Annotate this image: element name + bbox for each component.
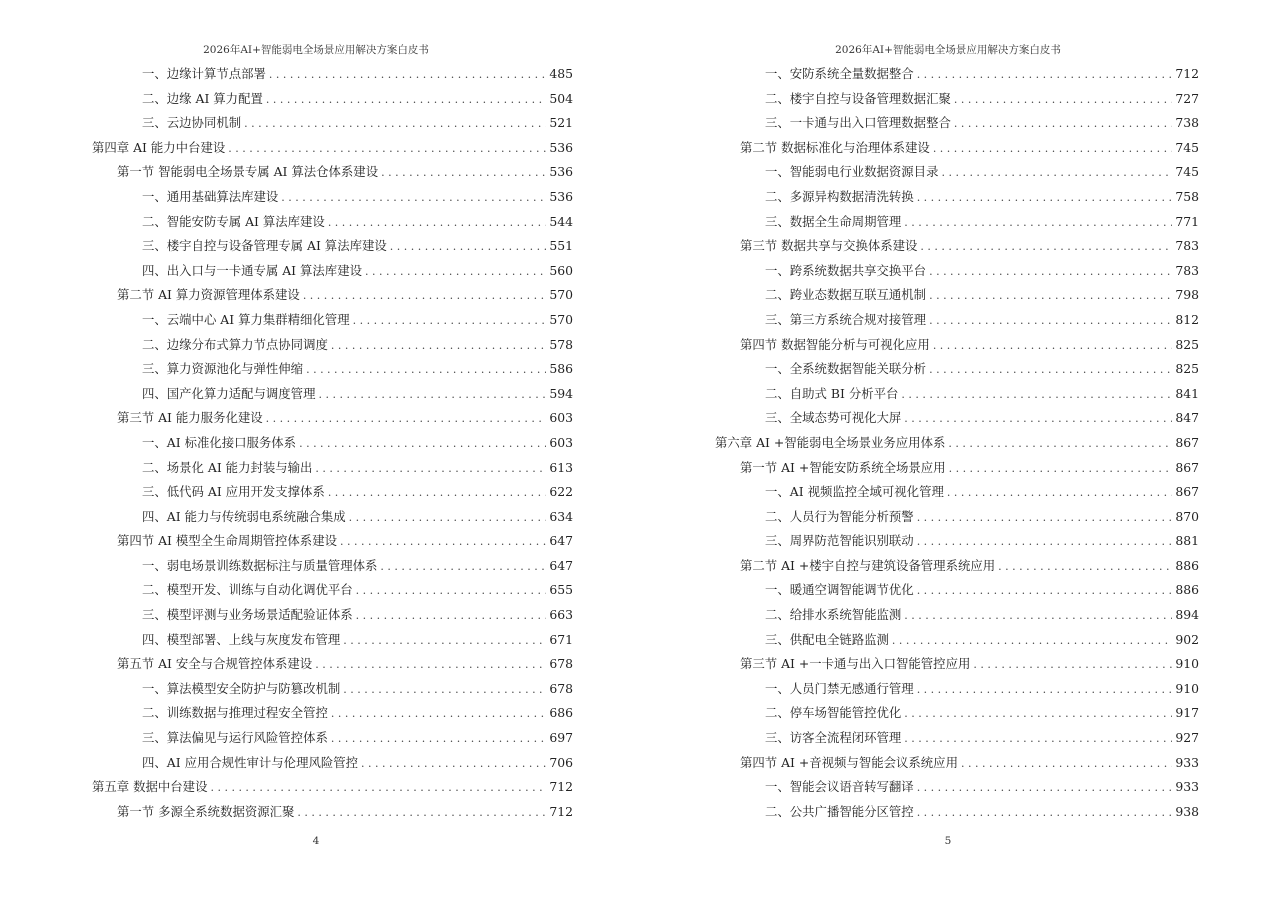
toc-subsection-entry[interactable] xyxy=(92,210,573,235)
toc-entry-title: 一、暖通空调智能调节优化 xyxy=(765,582,914,598)
toc-dot-leader xyxy=(904,727,1172,752)
toc-entry-title: 第一节 多源全系统数据资源汇聚 xyxy=(117,803,295,819)
toc-entry-page-number: 647 xyxy=(549,557,573,573)
toc-subsection-entry[interactable] xyxy=(92,628,573,653)
left-page xyxy=(0,0,632,898)
toc-entry-page-number: 881 xyxy=(1175,533,1199,549)
toc-dot-leader xyxy=(948,432,1172,457)
toc-dot-leader xyxy=(917,530,1172,555)
toc-section-entry[interactable] xyxy=(715,234,1199,259)
toc-entry-title: 第四节 AI 模型全生命周期管控体系建设 xyxy=(117,533,337,549)
toc-subsection-entry[interactable] xyxy=(92,234,573,259)
toc-entry-page-number: 825 xyxy=(1175,361,1199,377)
toc-dot-leader xyxy=(892,629,1172,654)
toc-entry-title: 一、弱电场景训练数据标注与质量管理体系 xyxy=(142,557,378,573)
toc-entry-title: 一、边缘计算节点部署 xyxy=(142,66,266,81)
toc-entry-page-number: 586 xyxy=(549,361,573,377)
toc-entry-page-number: 485 xyxy=(549,66,573,81)
toc-list xyxy=(715,62,1199,824)
toc-subsection-entry[interactable] xyxy=(715,111,1199,136)
toc-subsection-entry[interactable] xyxy=(715,259,1199,284)
toc-dot-leader xyxy=(244,112,546,137)
toc-entry-page-number: 671 xyxy=(549,631,573,647)
toc-dot-leader xyxy=(941,161,1172,186)
toc-dot-leader xyxy=(340,530,546,555)
toc-entry-title: 三、周界防范智能识别联动 xyxy=(765,533,914,549)
toc-dot-leader xyxy=(917,63,1172,88)
toc-entry-page-number: 663 xyxy=(549,607,573,623)
toc-entry-title: 一、通用基础算法库建设 xyxy=(142,188,279,204)
toc-subsection-entry[interactable] xyxy=(92,357,573,382)
toc-dot-leader xyxy=(917,506,1172,531)
toc-dot-leader xyxy=(266,407,546,432)
toc-dot-leader xyxy=(297,801,546,826)
toc-subsection-entry[interactable] xyxy=(715,800,1199,825)
toc-dot-leader xyxy=(917,678,1172,703)
toc-entry-page-number: 551 xyxy=(549,238,573,254)
toc-entry-page-number: 678 xyxy=(549,656,573,672)
toc-dot-leader xyxy=(381,161,546,186)
toc-subsection-entry[interactable] xyxy=(92,185,573,210)
toc-dot-leader xyxy=(933,334,1172,359)
toc-dot-leader xyxy=(390,235,546,260)
toc-dot-leader xyxy=(917,776,1172,801)
toc-dot-leader xyxy=(349,506,546,531)
toc-entry-title: 一、智能弱电行业数据资源目录 xyxy=(765,164,939,180)
toc-entry-page-number: 812 xyxy=(1175,311,1199,327)
toc-entry-title: 四、国产化算力适配与调度管理 xyxy=(142,385,316,401)
toc-dot-leader xyxy=(933,137,1172,162)
toc-dot-leader xyxy=(917,579,1172,604)
toc-dot-leader xyxy=(904,211,1172,236)
toc-section-entry[interactable] xyxy=(715,136,1199,161)
toc-section-entry[interactable] xyxy=(92,283,573,308)
toc-dot-leader xyxy=(299,432,546,457)
toc-entry-title: 第四节 AI +音视频与智能会议系统应用 xyxy=(740,754,958,770)
toc-entry-page-number: 603 xyxy=(549,434,573,450)
toc-entry-page-number: 933 xyxy=(1175,779,1199,795)
toc-subsection-entry[interactable] xyxy=(92,111,573,136)
toc-subsection-entry[interactable] xyxy=(715,283,1199,308)
toc-dot-leader xyxy=(331,702,546,727)
toc-entry-page-number: 771 xyxy=(1175,213,1199,229)
toc-subsection-entry[interactable] xyxy=(715,775,1199,800)
toc-entry-title: 四、AI 能力与传统弱电系统融合集成 xyxy=(142,508,346,524)
toc-entry-page-number: 783 xyxy=(1175,238,1199,254)
toc-entry-page-number: 603 xyxy=(549,410,573,426)
toc-entry-page-number: 536 xyxy=(549,139,573,155)
toc-entry-title: 一、算法模型安全防护与防篡改机制 xyxy=(142,680,341,696)
toc-entry-title: 二、智能安防专属 AI 算法库建设 xyxy=(142,213,325,229)
toc-subsection-entry[interactable] xyxy=(92,456,573,481)
toc-entry-page-number: 634 xyxy=(549,508,573,524)
toc-dot-leader xyxy=(929,358,1172,383)
toc-entry-page-number: 594 xyxy=(549,385,573,401)
toc-entry-title: 三、全域态势可视化大屏 xyxy=(765,410,902,426)
toc-entry-page-number: 867 xyxy=(1175,434,1199,450)
toc-entry-page-number: 697 xyxy=(549,730,573,746)
toc-entry-page-number: 758 xyxy=(1175,188,1199,204)
toc-subsection-entry[interactable] xyxy=(92,87,573,112)
toc-dot-leader xyxy=(961,752,1172,777)
toc-entry-title: 二、场景化 AI 能力封装与输出 xyxy=(142,459,313,475)
toc-subsection-entry[interactable] xyxy=(715,677,1199,702)
toc-entry-page-number: 917 xyxy=(1175,705,1199,721)
toc-entry-title: 二、多源异构数据清洗转换 xyxy=(765,188,914,204)
toc-entry-title: 一、云端中心 AI 算力集群精细化管理 xyxy=(142,311,350,327)
toc-entry-title: 一、安防系统全量数据整合 xyxy=(765,66,914,81)
toc-entry-page-number: 655 xyxy=(549,582,573,598)
toc-dot-leader xyxy=(315,653,546,678)
toc-dot-leader xyxy=(947,481,1172,506)
toc-subsection-entry[interactable] xyxy=(715,726,1199,751)
toc-dot-leader xyxy=(328,481,546,506)
toc-entry-page-number: 536 xyxy=(549,164,573,180)
toc-entry-title: 一、AI 视频监控全域可视化管理 xyxy=(765,484,944,500)
toc-entry-title: 三、访客全流程闭环管理 xyxy=(765,730,902,746)
toc-entry-page-number: 712 xyxy=(549,779,573,795)
toc-dot-leader xyxy=(303,284,546,309)
toc-entry-page-number: 678 xyxy=(549,680,573,696)
toc-entry-title: 二、边缘分布式算力节点协同调度 xyxy=(142,336,328,352)
toc-entry-title: 一、智能会议语音转写翻译 xyxy=(765,779,914,795)
toc-subsection-entry[interactable] xyxy=(92,751,573,776)
toc-dot-leader xyxy=(343,678,546,703)
toc-section-entry[interactable] xyxy=(715,333,1199,358)
toc-entry-title: 三、一卡通与出入口管理数据整合 xyxy=(765,115,951,131)
toc-entry-page-number: 544 xyxy=(549,213,573,229)
toc-entry-title: 二、公共广播智能分区管控 xyxy=(765,803,914,819)
toc-dot-leader xyxy=(306,358,546,383)
toc-entry-title: 第三节 数据共享与交换体系建设 xyxy=(740,238,918,254)
toc-subsection-entry[interactable] xyxy=(92,701,573,726)
toc-section-entry[interactable] xyxy=(92,406,573,431)
toc-entry-page-number: 927 xyxy=(1175,730,1199,746)
toc-entry-title: 二、训练数据与推理过程安全管控 xyxy=(142,705,328,721)
toc-entry-page-number: 902 xyxy=(1175,631,1199,647)
toc-dot-leader xyxy=(917,186,1172,211)
toc-entry-title: 二、人员行为智能分析预警 xyxy=(765,508,914,524)
toc-subsection-entry[interactable] xyxy=(92,677,573,702)
toc-dot-leader xyxy=(365,260,546,285)
toc-entry-title: 二、给排水系统智能监测 xyxy=(765,607,902,623)
toc-entry-title: 四、AI 应用合规性审计与伦理风险管控 xyxy=(142,754,359,770)
toc-dot-leader xyxy=(901,383,1172,408)
page-header: 2026年AI+智能弱电全场景应用解决方案白皮书 xyxy=(203,44,429,56)
toc-entry-title: 三、供配电全链路监测 xyxy=(765,631,889,647)
toc-dot-leader xyxy=(904,407,1172,432)
toc-entry-title: 二、模型开发、训练与自动化调优平台 xyxy=(142,582,353,598)
toc-dot-leader xyxy=(949,457,1172,482)
toc-entry-title: 二、边缘 AI 算力配置 xyxy=(142,90,263,106)
toc-entry-page-number: 613 xyxy=(549,459,573,475)
toc-subsection-entry[interactable] xyxy=(92,259,573,284)
toc-entry-page-number: 933 xyxy=(1175,754,1199,770)
toc-subsection-entry[interactable] xyxy=(92,578,573,603)
toc-entry-title: 三、楼宇自控与设备管理专属 AI 算法库建设 xyxy=(142,238,387,254)
toc-entry-title: 三、数据全生命周期管理 xyxy=(765,213,902,229)
toc-subsection-entry[interactable] xyxy=(92,554,573,579)
toc-entry-page-number: 738 xyxy=(1175,115,1199,131)
toc-entry-title: 三、云边协同机制 xyxy=(142,115,242,131)
toc-dot-leader xyxy=(269,63,546,88)
toc-entry-page-number: 712 xyxy=(1175,66,1199,81)
toc-dot-leader xyxy=(281,186,546,211)
toc-dot-leader xyxy=(954,88,1172,113)
toc-entry-title: 一、人员门禁无感通行管理 xyxy=(765,680,914,696)
toc-dot-leader xyxy=(954,112,1172,137)
toc-dot-leader xyxy=(929,260,1172,285)
toc-entry-title: 第一节 AI +智能安防系统全场景应用 xyxy=(740,459,946,475)
toc-dot-leader xyxy=(904,702,1172,727)
toc-entry-title: 第四节 数据智能分析与可视化应用 xyxy=(740,336,930,352)
right-page xyxy=(632,0,1264,898)
toc-subsection-entry[interactable] xyxy=(715,505,1199,530)
toc-entry-title: 二、跨业态数据互联互通机制 xyxy=(765,287,927,303)
toc-entry-title: 三、算力资源池化与弹性伸缩 xyxy=(142,361,304,377)
toc-section-entry[interactable] xyxy=(715,456,1199,481)
toc-subsection-entry[interactable] xyxy=(715,406,1199,431)
toc-dot-leader xyxy=(331,727,546,752)
toc-entry-title: 三、算法偏见与运行风险管控体系 xyxy=(142,730,328,746)
toc-entry-title: 第二节 数据标准化与治理体系建设 xyxy=(740,139,930,155)
toc-entry-page-number: 536 xyxy=(549,188,573,204)
toc-entry-title: 第四章 AI 能力中台建设 xyxy=(92,139,226,155)
toc-section-entry[interactable] xyxy=(92,800,573,825)
toc-entry-page-number: 886 xyxy=(1175,557,1199,573)
toc-subsection-entry[interactable] xyxy=(715,210,1199,235)
toc-entry-title: 二、楼宇自控与设备管理数据汇聚 xyxy=(765,90,951,106)
toc-subsection-entry[interactable] xyxy=(715,578,1199,603)
toc-chapter-entry[interactable] xyxy=(92,136,573,161)
toc-dot-leader xyxy=(315,457,546,482)
toc-dot-leader xyxy=(343,629,546,654)
toc-subsection-entry[interactable] xyxy=(715,603,1199,628)
toc-entry-page-number: 622 xyxy=(549,484,573,500)
toc-entry-page-number: 727 xyxy=(1175,90,1199,106)
toc-entry-page-number: 783 xyxy=(1175,262,1199,278)
toc-subsection-entry[interactable] xyxy=(715,62,1199,87)
toc-entry-title: 二、自助式 BI 分析平台 xyxy=(765,385,899,401)
toc-subsection-entry[interactable] xyxy=(715,529,1199,554)
toc-entry-title: 第一节 智能弱电全场景专属 AI 算法仓体系建设 xyxy=(117,164,379,180)
toc-subsection-entry[interactable] xyxy=(715,185,1199,210)
toc-section-entry[interactable] xyxy=(715,751,1199,776)
toc-entry-page-number: 570 xyxy=(549,287,573,303)
toc-subsection-entry[interactable] xyxy=(715,701,1199,726)
toc-entry-page-number: 686 xyxy=(549,705,573,721)
toc-subsection-entry[interactable] xyxy=(92,62,573,87)
toc-subsection-entry[interactable] xyxy=(715,308,1199,333)
toc-dot-leader xyxy=(973,653,1172,678)
toc-entry-page-number: 825 xyxy=(1175,336,1199,352)
toc-dot-leader xyxy=(328,211,546,236)
toc-dot-leader xyxy=(920,235,1172,260)
page-number: 5 xyxy=(944,835,952,847)
toc-entry-page-number: 745 xyxy=(1175,139,1199,155)
toc-entry-page-number: 578 xyxy=(549,336,573,352)
toc-subsection-entry[interactable] xyxy=(715,160,1199,185)
toc-subsection-entry[interactable] xyxy=(92,603,573,628)
toc-subsection-entry[interactable] xyxy=(92,382,573,407)
toc-entry-title: 三、低代码 AI 应用开发支撑体系 xyxy=(142,484,325,500)
toc-subsection-entry[interactable] xyxy=(92,333,573,358)
toc-entry-page-number: 706 xyxy=(549,754,573,770)
toc-entry-title: 第二节 AI +楼宇自控与建筑设备管理系统应用 xyxy=(740,557,996,573)
toc-entry-title: 一、AI 标准化接口服务体系 xyxy=(142,434,297,450)
toc-entry-page-number: 847 xyxy=(1175,410,1199,426)
toc-section-entry[interactable] xyxy=(92,160,573,185)
toc-entry-title: 第五节 AI 安全与合规管控体系建设 xyxy=(117,656,313,672)
page-header: 2026年AI+智能弱电全场景应用解决方案白皮书 xyxy=(835,44,1061,56)
toc-entry-page-number: 910 xyxy=(1175,680,1199,696)
toc-entry-title: 第二节 AI 算力资源管理体系建设 xyxy=(117,287,300,303)
toc-list xyxy=(92,62,573,824)
toc-entry-page-number: 870 xyxy=(1175,508,1199,524)
toc-dot-leader xyxy=(266,88,546,113)
toc-dot-leader xyxy=(356,579,546,604)
toc-entry-title: 第三节 AI +一卡通与出入口智能管控应用 xyxy=(740,656,971,672)
toc-dot-leader xyxy=(929,309,1172,334)
toc-entry-title: 一、跨系统数据共享交换平台 xyxy=(765,262,927,278)
toc-section-entry[interactable] xyxy=(715,652,1199,677)
toc-entry-page-number: 894 xyxy=(1175,607,1199,623)
toc-section-entry[interactable] xyxy=(92,652,573,677)
toc-entry-page-number: 560 xyxy=(549,262,573,278)
toc-entry-page-number: 570 xyxy=(549,311,573,327)
toc-entry-page-number: 910 xyxy=(1175,656,1199,672)
toc-entry-page-number: 867 xyxy=(1175,459,1199,475)
toc-entry-title: 四、模型部署、上线与灰度发布管理 xyxy=(142,631,341,647)
toc-chapter-entry[interactable] xyxy=(715,431,1199,456)
toc-dot-leader xyxy=(228,137,546,162)
toc-section-entry[interactable] xyxy=(715,554,1199,579)
toc-entry-title: 第三节 AI 能力服务化建设 xyxy=(117,410,263,426)
toc-dot-leader xyxy=(904,604,1172,629)
toc-subsection-entry[interactable] xyxy=(715,87,1199,112)
toc-entry-page-number: 504 xyxy=(549,90,573,106)
toc-subsection-entry[interactable] xyxy=(92,726,573,751)
toc-subsection-entry[interactable] xyxy=(92,308,573,333)
toc-dot-leader xyxy=(331,334,546,359)
toc-entry-page-number: 886 xyxy=(1175,582,1199,598)
toc-dot-leader xyxy=(929,284,1172,309)
toc-entry-page-number: 647 xyxy=(549,533,573,549)
toc-subsection-entry[interactable] xyxy=(715,628,1199,653)
toc-dot-leader xyxy=(917,801,1172,826)
toc-entry-page-number: 938 xyxy=(1175,803,1199,819)
toc-subsection-entry[interactable] xyxy=(92,480,573,505)
toc-subsection-entry[interactable] xyxy=(715,382,1199,407)
toc-entry-title: 第五章 数据中台建设 xyxy=(92,779,208,795)
toc-dot-leader xyxy=(380,555,546,580)
toc-entry-title: 二、停车场智能管控优化 xyxy=(765,705,902,721)
toc-entry-page-number: 841 xyxy=(1175,385,1199,401)
toc-entry-page-number: 798 xyxy=(1175,287,1199,303)
page-number: 4 xyxy=(312,835,320,847)
toc-entry-title: 三、第三方系统合规对接管理 xyxy=(765,311,927,327)
toc-dot-leader xyxy=(998,555,1172,580)
toc-subsection-entry[interactable] xyxy=(92,431,573,456)
toc-subsection-entry[interactable] xyxy=(715,480,1199,505)
toc-chapter-entry[interactable] xyxy=(92,775,573,800)
toc-dot-leader xyxy=(210,776,546,801)
toc-entry-page-number: 712 xyxy=(549,803,573,819)
toc-dot-leader xyxy=(318,383,546,408)
toc-subsection-entry[interactable] xyxy=(92,505,573,530)
toc-entry-title: 第六章 AI +智能弱电全场景业务应用体系 xyxy=(715,434,946,450)
toc-entry-page-number: 521 xyxy=(549,115,573,131)
toc-subsection-entry[interactable] xyxy=(715,357,1199,382)
toc-entry-title: 一、全系统数据智能关联分析 xyxy=(765,361,927,377)
toc-entry-title: 三、模型评测与业务场景适配验证体系 xyxy=(142,607,353,623)
toc-entry-title: 四、出入口与一卡通专属 AI 算法库建设 xyxy=(142,262,362,278)
toc-entry-page-number: 745 xyxy=(1175,164,1199,180)
toc-dot-leader xyxy=(361,752,546,777)
toc-entry-page-number: 867 xyxy=(1175,484,1199,500)
toc-dot-leader xyxy=(353,309,546,334)
toc-section-entry[interactable] xyxy=(92,529,573,554)
toc-dot-leader xyxy=(356,604,546,629)
